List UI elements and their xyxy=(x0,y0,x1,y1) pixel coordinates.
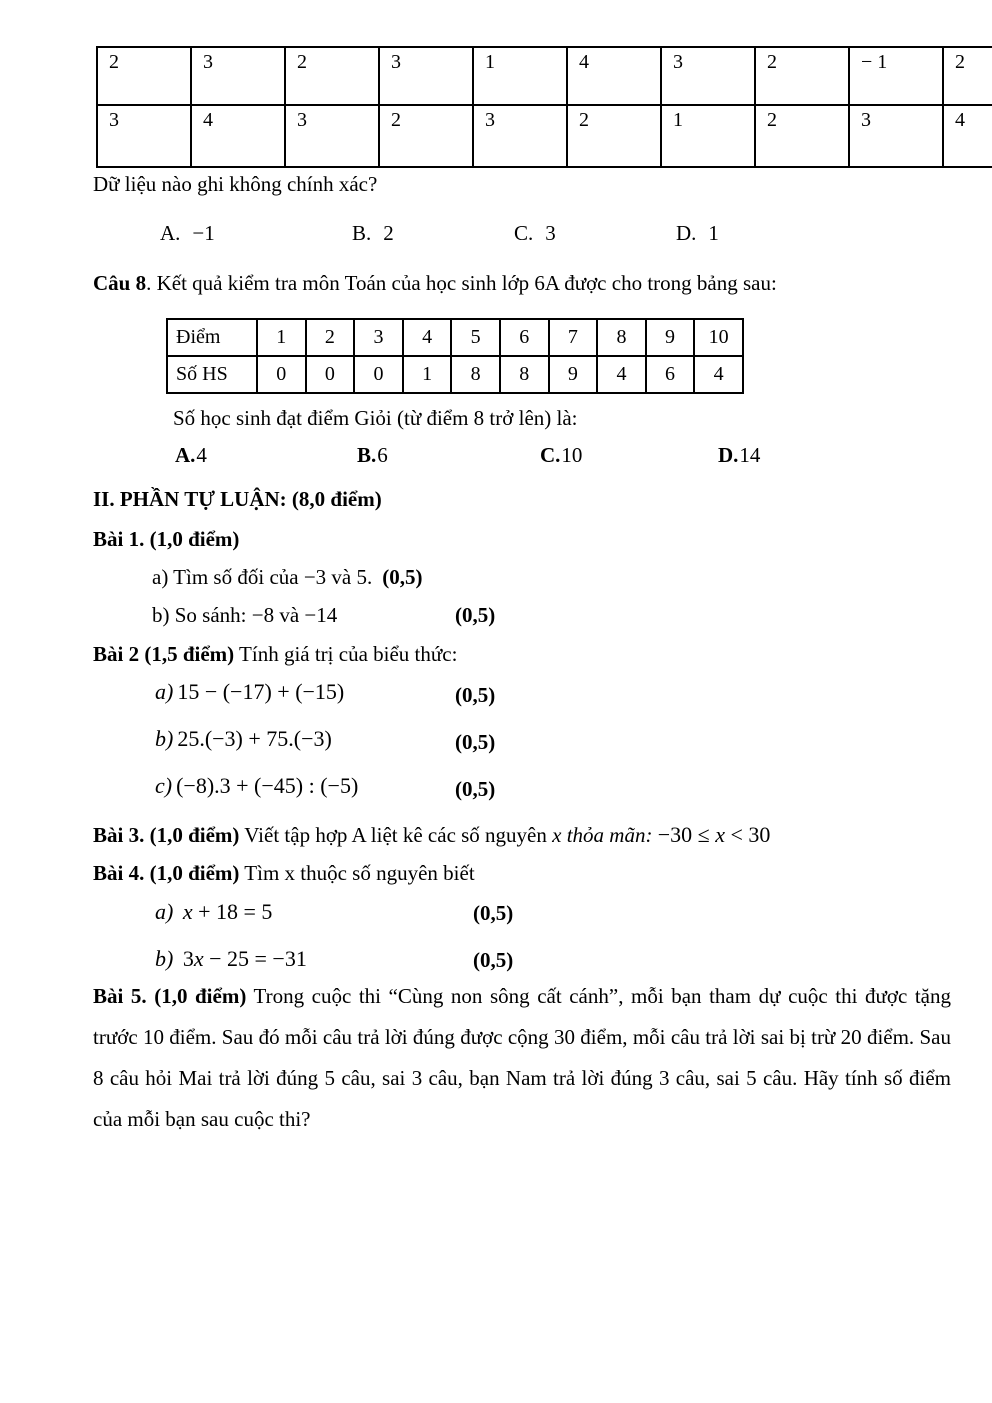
option-value: 10 xyxy=(561,443,583,467)
cau8-option-d xyxy=(718,443,760,468)
bai2-score-a: (0,5) xyxy=(455,683,496,707)
bai3-heading-text: Bài 3. (1,0 điểm) xyxy=(93,823,240,847)
score-table-header-cell: 2 xyxy=(306,319,355,356)
score-table-value-cell: 4 xyxy=(694,356,743,393)
score-table-value-cell: 0 xyxy=(306,356,355,393)
score-table-header-cell: 9 xyxy=(646,319,695,356)
score-table-value-cell: 0 xyxy=(257,356,306,393)
bai2-heading-text: Bài 2 (1,5 điểm) xyxy=(93,642,235,666)
bai3-text: Viết tập hợp A liệt kê các số nguyên xyxy=(239,823,553,847)
data-table-wrapper xyxy=(96,46,992,168)
option-letter: B. xyxy=(352,221,372,245)
cau8-option-a xyxy=(175,443,207,468)
data-table-cell: 4 xyxy=(943,105,992,167)
score-table-header-cell: 6 xyxy=(500,319,549,356)
score-table-value-cell: 4 xyxy=(597,356,646,393)
bai5-paragraph xyxy=(93,976,951,1140)
score-table-value-cell: 1 xyxy=(403,356,452,393)
option-value: 4 xyxy=(196,443,207,467)
bai2-expression-a xyxy=(155,679,344,705)
bai4-score-a: (0,5) xyxy=(473,901,514,925)
option-value: 1 xyxy=(708,221,719,245)
bai5-text: Trong cuộc thi “Cùng non sông cất cánh”, mỗi bạn tham dự cuộc thi được tặng trước 10 điểm. Sau đó mỗi câu trả lời đúng được cộng 30 điểm, mỗi câu trả lời sai bị trừ 20 điểm. Sau 8 câu hỏi Mai trả lời đúng 5 câu, sai 3 câu, bạn Nam trả lời đúng 3 câu, sai 5 câu. Hãy tính số điểm của mỗi bạn sau cuộc thi? xyxy=(93,984,952,1131)
bai1-heading xyxy=(93,527,239,552)
cau8-label: Câu 8 xyxy=(93,271,147,295)
bai1-item-b-score: (0,5) xyxy=(455,603,496,627)
option-letter: C. xyxy=(540,443,561,467)
bai1-item-a-text: a) Tìm số đối của −3 và 5. xyxy=(152,565,373,589)
score-table-value-row xyxy=(167,356,743,393)
bai2-expression-b xyxy=(155,726,332,752)
section2-title xyxy=(93,487,382,512)
score-table-value-cell: 6 xyxy=(646,356,695,393)
score-table-header-cell: 8 xyxy=(597,319,646,356)
math-post: − 25 = −31 xyxy=(203,946,307,971)
bai4-intro: Tìm x thuộc số nguyên biết xyxy=(239,861,475,885)
score-table-value-cell: 9 xyxy=(549,356,598,393)
math-post: < 30 xyxy=(724,822,771,847)
bai4-expression-a xyxy=(155,899,272,925)
bai1-item-a-score: (0,5) xyxy=(382,565,423,589)
data-table-row-2 xyxy=(97,105,992,167)
data-table-cell: 2 xyxy=(97,47,191,105)
question7-option-a xyxy=(160,221,215,246)
data-table-cell: − 1 xyxy=(849,47,943,105)
cau8-subquestion: Số học sinh đạt điểm Giỏi (từ điểm 8 trở lên) là: xyxy=(173,406,578,430)
data-table-cell: 2 xyxy=(379,105,473,167)
math-pre: −30 ≤ xyxy=(657,822,716,847)
score-table-header-cell: 5 xyxy=(451,319,500,356)
question7-text: Dữ liệu nào ghi không chính xác? xyxy=(93,172,378,196)
bai3-condition-label: thỏa mãn: xyxy=(561,823,658,847)
math-var: x xyxy=(715,822,725,847)
option-value: 3 xyxy=(545,221,556,245)
bai4-heading-text: Bài 4. (1,0 điểm) xyxy=(93,861,240,885)
cau8-option-b xyxy=(357,443,388,468)
item-label: a) xyxy=(155,679,174,704)
data-table-cell: 4 xyxy=(567,47,661,105)
score-table xyxy=(166,318,744,394)
data-table-cell: 3 xyxy=(97,105,191,167)
math-pre: 3 xyxy=(177,946,194,971)
data-table-cell: 1 xyxy=(661,105,755,167)
expression: (−8).3 + (−45) : (−5) xyxy=(176,773,359,798)
score-table-wrapper xyxy=(166,318,744,394)
bai2-heading xyxy=(93,642,457,667)
score-table-header-cell: 3 xyxy=(354,319,403,356)
bai4-expression-b xyxy=(155,946,307,972)
data-table-cell: 3 xyxy=(661,47,755,105)
section2-title-text: II. PHẦN TỰ LUẬN: (8,0 điểm) xyxy=(93,487,382,511)
bai2-score-b: (0,5) xyxy=(455,730,496,754)
option-letter: C. xyxy=(514,221,534,245)
bai1-heading-text: Bài 1. (1,0 điểm) xyxy=(93,527,240,551)
score-table-row-label: Số HS xyxy=(167,356,257,393)
item-label: b) xyxy=(155,726,174,751)
data-table-cell: 2 xyxy=(567,105,661,167)
score-table-header-cell: 4 xyxy=(403,319,452,356)
option-letter: A. xyxy=(175,443,196,467)
cau8-option-c xyxy=(540,443,582,468)
cau8-intro-line xyxy=(93,271,777,296)
item-label: a) xyxy=(155,899,174,924)
score-table-value-cell: 0 xyxy=(354,356,403,393)
bai4-score-b: (0,5) xyxy=(473,948,514,972)
bai2-score-c: (0,5) xyxy=(455,777,496,801)
bai3-variable: x xyxy=(552,823,562,847)
bai1-item-b-text: b) So sánh: −8 và −14 xyxy=(152,603,338,627)
data-table-cell: 3 xyxy=(285,105,379,167)
data-table-cell: 3 xyxy=(849,105,943,167)
option-value: −1 xyxy=(192,221,215,245)
bai1-item-b xyxy=(152,603,337,628)
bai4-heading xyxy=(93,861,475,886)
bai3-line xyxy=(93,822,770,848)
option-letter: D. xyxy=(676,221,697,245)
data-table xyxy=(96,46,992,168)
option-letter: A. xyxy=(160,221,181,245)
math-var: x xyxy=(193,946,204,971)
math-post: + 18 = 5 xyxy=(192,899,273,924)
data-table-cell: 4 xyxy=(191,105,285,167)
expression: 25.(−3) + 75.(−3) xyxy=(177,726,332,751)
data-table-cell: 2 xyxy=(285,47,379,105)
option-value: 2 xyxy=(383,221,394,245)
data-table-cell: 2 xyxy=(755,105,849,167)
question7-option-b xyxy=(352,221,394,246)
data-table-cell: 3 xyxy=(379,47,473,105)
bai3-math xyxy=(658,822,771,847)
bai5-heading-text: Bài 5. (1,0 điểm) xyxy=(93,984,247,1008)
question7-option-c xyxy=(514,221,556,246)
expression: 15 − (−17) + (−15) xyxy=(177,679,345,704)
math-var: x xyxy=(182,899,193,924)
data-table-cell: 2 xyxy=(755,47,849,105)
item-label: b) xyxy=(155,946,174,971)
option-letter: D. xyxy=(718,443,739,467)
bai2-intro: Tính giá trị của biểu thức: xyxy=(234,642,458,666)
data-table-cell: 2 xyxy=(943,47,992,105)
bai1-item-a xyxy=(152,565,423,590)
score-table-header-cell: 10 xyxy=(694,319,743,356)
item-label: c) xyxy=(155,773,173,798)
score-table-header-cell: 7 xyxy=(549,319,598,356)
option-letter: B. xyxy=(357,443,377,467)
data-table-cell: 3 xyxy=(473,105,567,167)
score-table-header-cell: 1 xyxy=(257,319,306,356)
question7-option-d xyxy=(676,221,719,246)
option-value: 6 xyxy=(377,443,388,467)
option-value: 14 xyxy=(739,443,761,467)
bai2-expression-c xyxy=(155,773,358,799)
score-table-header-row xyxy=(167,319,743,356)
data-table-cell: 1 xyxy=(473,47,567,105)
data-table-row-1 xyxy=(97,47,992,105)
score-table-value-cell: 8 xyxy=(451,356,500,393)
score-table-value-cell: 8 xyxy=(500,356,549,393)
score-table-header-label: Điểm xyxy=(167,319,257,356)
cau8-intro-text: . Kết quả kiểm tra môn Toán của học sinh lớp 6A được cho trong bảng sau: xyxy=(146,271,777,295)
data-table-cell: 3 xyxy=(191,47,285,105)
